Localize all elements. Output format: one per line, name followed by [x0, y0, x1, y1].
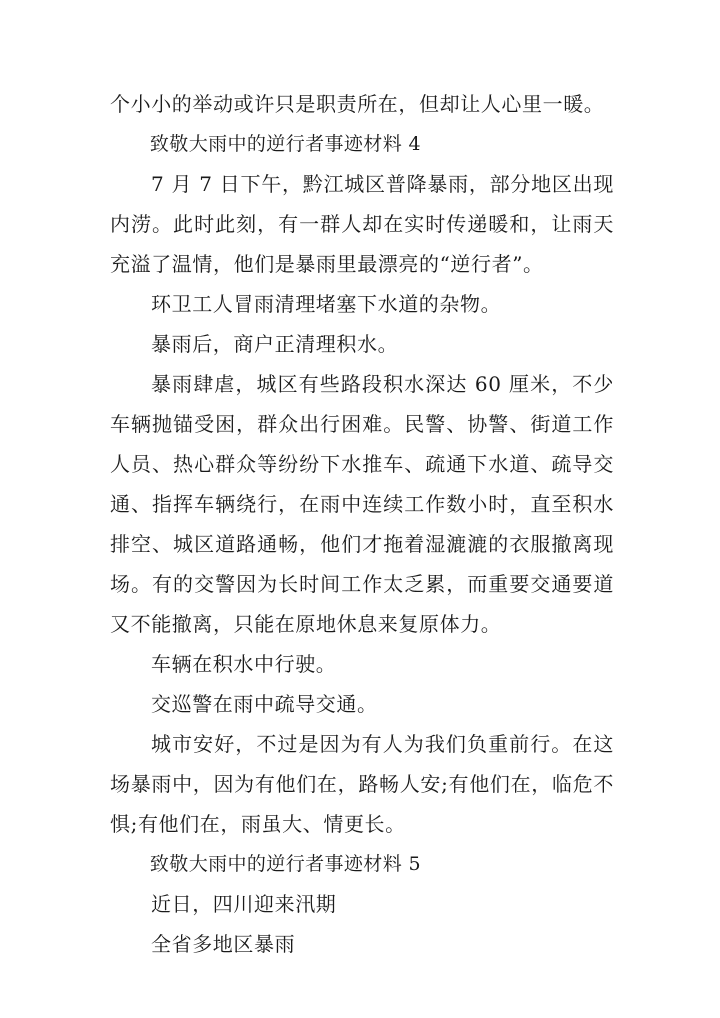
paragraph-police-rescue: 暴雨肆虐，城区有些路段积水深达 60 厘米，不少车辆抛锚受困，群众出行困难。民警、协警、街道工作人员、热心群众等纷纷下水推车、疏通下水道、疏导交通、指挥车辆绕行，在雨中连续工作数小时，直至积水排空、城区道路通畅，他们才拖着湿漉漉的衣服撤离现场。有的交警因为长时间工作太乏累，而重要交通要道又不能撤离，只能在原地休息来复原体力。 [110, 372, 614, 636]
paragraph-vehicles-water: 车辆在积水中行驶。 [151, 652, 337, 676]
section-heading-5: 致敬大雨中的逆行者事迹材料 5 [149, 853, 422, 875]
section-heading-4: 致敬大雨中的逆行者事迹材料 4 [149, 133, 422, 155]
paragraph-city-safe: 城市安好，不过是因为有人为我们负重前行。在这场暴雨中，因为有他们在，路畅人安;有他们在，临危不惧;有他们在，雨虽大、情更长。 [110, 732, 614, 836]
paragraph-intro-tail: 个小小的举动或许只是职责所在，但却让人心里一暖。 [110, 92, 605, 116]
paragraph-province-rain: 全省多地区暴雨 [151, 932, 296, 956]
document-body [110, 84, 614, 964]
paragraph-merchants-clearing: 暴雨后，商户正清理积水。 [151, 332, 399, 356]
paragraph-traffic-police: 交巡警在雨中疏导交通。 [151, 692, 378, 716]
paragraph-sanitation-workers: 环卫工人冒雨清理堵塞下水道的杂物。 [151, 292, 502, 316]
paragraph-july7-storm: 7 月 7 日下午，黔江城区普降暴雨，部分地区出现内涝。此时此刻，有一群人却在实时传递暖和，让雨天充溢了温情，他们是暴雨里最漂亮的“逆行者”。 [110, 172, 614, 276]
paragraph-sichuan-flood: 近日，四川迎来汛期 [151, 892, 337, 916]
